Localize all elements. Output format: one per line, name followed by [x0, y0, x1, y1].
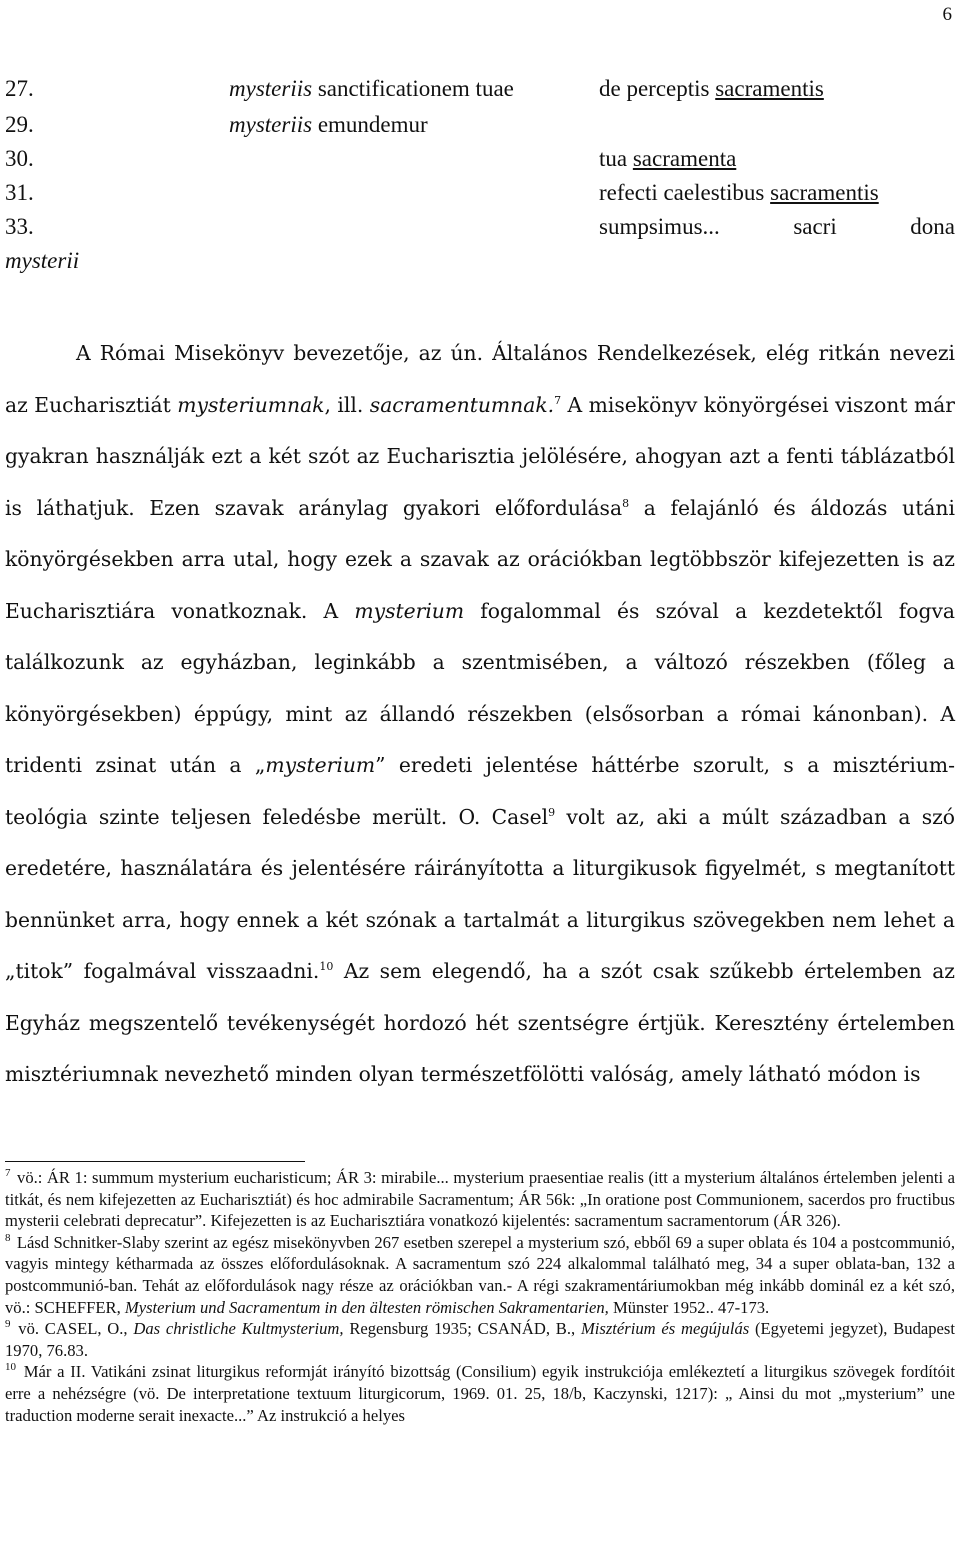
footnotes [5, 1167, 955, 1426]
italic-word: mysteriis [229, 76, 313, 101]
table-row [5, 176, 955, 209]
footnote-7 [5, 1167, 955, 1232]
footnote-text: Már a II. Vatikáni zsinat liturgikus reformját irányító bizottság (Consilium) egyik instrukciója emlékeztetí a liturgikus szövegek fordítóit erre a nehézségre (vö. De interpretatione textuum liturgicorum, 1969. 01. 25, 18/b, Kaczynski, 1217): „ Ainsi du mot „mysterium” une traduction moderne serait inexacte...” Az instrukció a helyes [5, 1362, 955, 1425]
footnote-italic-title: Das christliche Kultmysterium, [133, 1319, 344, 1339]
plain-text: emundemur [312, 112, 428, 137]
footnote-text: vö. CASEL, O., [12, 1319, 134, 1339]
italic-word: mysteriis [229, 112, 313, 137]
footnote-text: (Egyetemi jegyzet), Budapest 1970, 76.83. [5, 1319, 955, 1360]
footnote-divider [5, 1161, 305, 1162]
row-middle-text [229, 72, 514, 105]
underlined-word: sacramenta [632, 146, 737, 171]
footnote-mark: 9 [5, 1318, 11, 1331]
italic-term: mysterium [265, 753, 376, 777]
italic-term: mysteriumnak [177, 392, 325, 417]
plain-text: sanctificationem tuae [312, 76, 514, 101]
table-row [5, 142, 955, 175]
row-number: 33. [5, 214, 34, 239]
row-right-text [599, 142, 736, 175]
row-middle-text [229, 108, 428, 141]
table-row [5, 108, 955, 141]
body-text-segment: volt az, aki a múlt században a szó eredetére, használatára és jelentésére ráirányította a liturgikusok figyelmét, s megtanított bennünket arra, hogy ennek a két szónak a tartalmát a liturgikus szövegekben nem lehet a „titok” fogalmával visszaadni. [5, 804, 956, 983]
underlined-word: sacramentis [715, 76, 824, 101]
table-row [5, 210, 955, 243]
footnote-10 [5, 1361, 955, 1426]
plain-text: tua [599, 146, 633, 171]
footnote-mark: 10 [5, 1361, 16, 1374]
italic-term: mysterium [354, 598, 465, 623]
footnote-text: Münster 1952.. 47-173. [608, 1297, 770, 1317]
footnote-text: vö.: ÁR 1: summum mysterium eucharisticum; ÁR 3: mirabile... mysterium praesentiae realis (itt a mysterium általános értelemben jelenti a titkát, és nem kifejezetten az Eucharisztiát) és hoc admirabile Sacramentum; ÁR 56k: „In oratione post Communionem, sacerdos pro fructibus mysterii celebrati deprecatur”. Kifejezetten is az Eucharisztiára vonatkozó kijelentés: sacramentum sacramentorum (ÁR 326). [5, 1168, 955, 1231]
body-text-segment: a felajánló és áldozás utáni könyörgésekben arra utal, hogy ezek a szavak az orációkban legtöbbször kifejezetten is az Eucharisztiára vonatkoznak. A [5, 495, 955, 623]
plain-text: sumpsimus... [599, 214, 720, 239]
footnote-8 [5, 1232, 955, 1318]
plain-text: de perceptis [599, 76, 716, 101]
body-text-segment: ” eredeti jelentése háttérbe szorult, s a misztérium-teológia szinte teljesen feledésbe merült. O. Casel [5, 753, 955, 829]
body-text-segment: Az sem elegendő, ha a szót csak szűkebb értelemben az Egyház megszentelő tevékenységét hordozó hét szentségre értjük. Keresztény értelemben misztériumnak nevezhető minden olyan természetfölötti valóság, amely látható módon is [5, 959, 955, 1086]
plain-text: sacri [793, 214, 837, 239]
footnote-text: Lásd Schnitker-Slaby szerint az egész misekönyvben 267 esetben szerepel a mysterium szó, ebből 69 a super oblata és 104 a postcommunió, vagyis mintegy kétharmada az összes előfordulásoknak. A sacramentum szó 224 alkalommal található meg, 34 a super oblata-ban, 132 a postcommunió-ban. Tehát az előfordulások nagy része az orációkban van.- A régi szakramentáriumokban még inkább dominál ez a két szó, vö.: SCHEFFER, [5, 1232, 955, 1317]
row-right-text [599, 210, 955, 243]
footnote-mark: 7 [5, 1167, 11, 1179]
row-continuation: mysterii [5, 248, 80, 273]
footnote-ref[interactable]: 8 [622, 496, 630, 510]
footnote-text: Regensburg 1935; CSANÁD, B., [343, 1319, 581, 1339]
table-row [5, 244, 955, 277]
row-right-text [599, 176, 879, 209]
underlined-word: sacramentis [770, 180, 879, 205]
page-number: 6 [942, 4, 952, 25]
italic-term: sacramentumnak. [369, 392, 555, 417]
body-text-segment: fogalommal és szóval a kezdetektől fogva találkozunk az egyházban, leginkább a szentmisében, a változó részekben (főleg a könyörgésekben) éppúgy, mint az állandó részekben (elsősorban a római kánonban). A tridenti zsinat után a „ [5, 598, 955, 777]
row-number: 27. [5, 76, 34, 101]
body-text-segment: A Római Misekönyv bevezetője, az ún. Általános Rendelkezések, elég ritkán nevezi az Eucharisztiát [5, 341, 955, 417]
row-right-text [599, 72, 824, 105]
footnote-italic-title: Misztérium és megújulás [580, 1319, 750, 1339]
footnote-ref[interactable]: 10 [319, 960, 334, 973]
footnote-ref[interactable]: 7 [554, 393, 562, 407]
plain-text: refecti caelestibus [599, 180, 771, 205]
plain-text: dona [910, 214, 955, 239]
footnote-ref[interactable]: 9 [548, 805, 556, 819]
body-text-segment: A misekönyv könyörgései viszont már gyakran használják ezt a két szót az Eucharisztia jelölésére, ahogyan azt a fenti táblázatból is láthatjuk. Ezen szavak aránylag gyakori előfordulása [5, 392, 956, 520]
body-paragraph [5, 328, 955, 1101]
footnote-mark: 8 [5, 1231, 11, 1244]
footnote-italic-title: Mysterium und Sacramentum in den ältesten römischen Sakramentarien, [124, 1297, 609, 1317]
table-row [5, 72, 955, 105]
row-number: 31. [5, 180, 34, 205]
body-text-segment: , ill. [324, 392, 370, 417]
row-number: 30. [5, 146, 34, 171]
row-number: 29. [5, 112, 34, 137]
footnote-9 [5, 1318, 955, 1361]
